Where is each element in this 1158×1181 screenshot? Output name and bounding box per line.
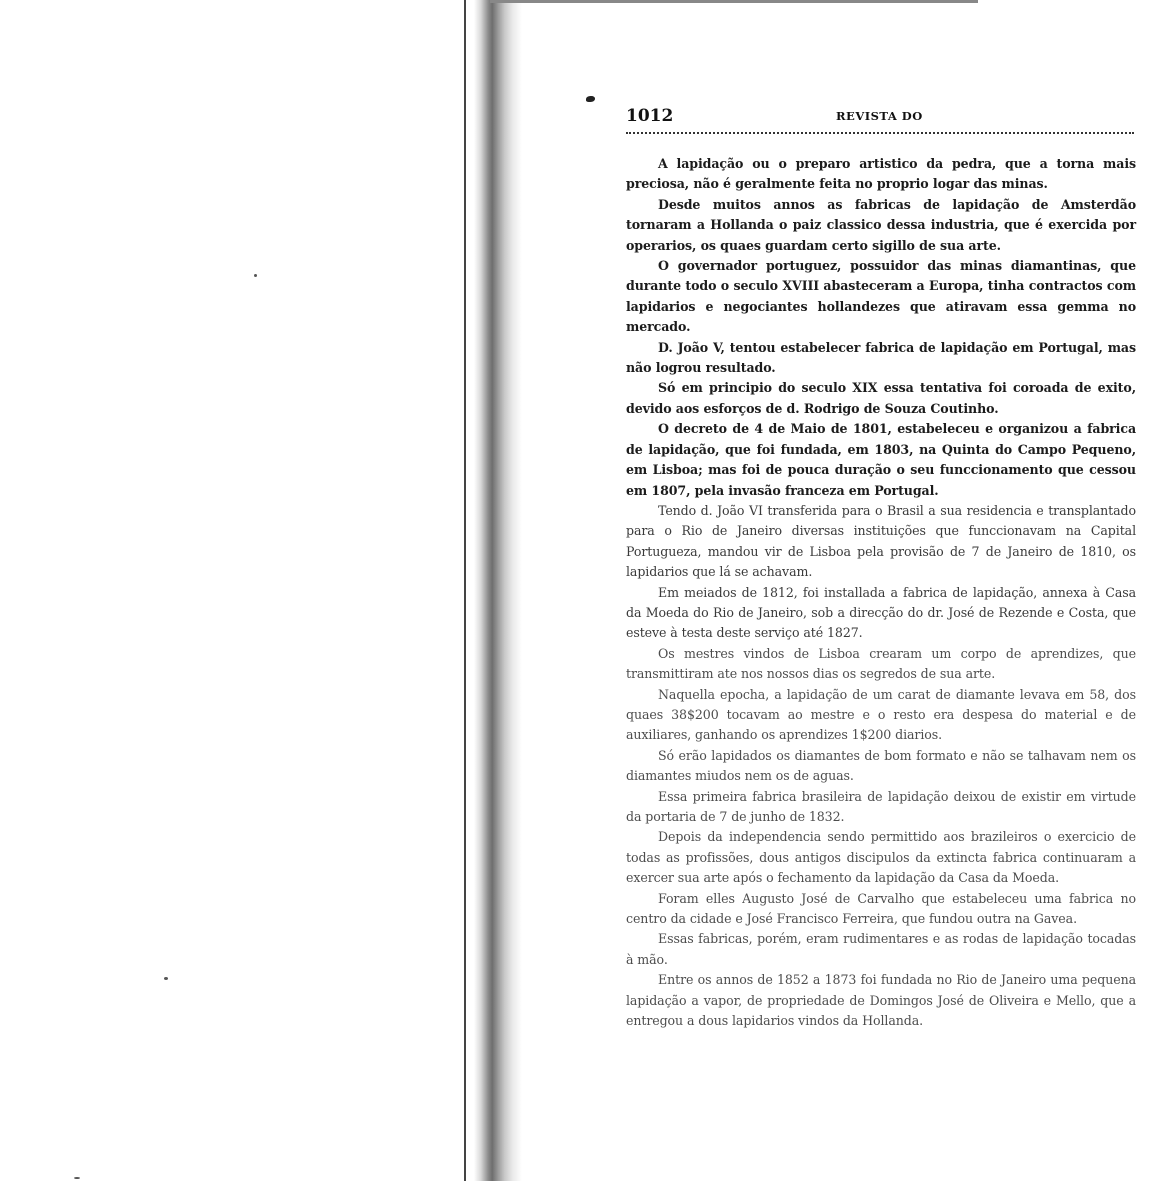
dust-speck <box>254 274 257 277</box>
paragraph: Essa primeira fabrica brasileira de lapidação deixou de existir em virtude da portaria de 7 de junho de 1832. <box>626 788 1136 824</box>
paragraph: Essas fabricas, porém, eram rudimentares e as rodas de lapidação tocadas à mão. <box>626 931 1136 967</box>
dust-speck <box>164 977 168 980</box>
page-number: 1012 <box>626 106 674 126</box>
page-header <box>626 104 1136 130</box>
paragraph: Os mestres vindos de Lisboa crearam um corpo de aprendizes, que transmittiram ate nos nossos dias os segredos de sua arte. <box>626 645 1136 682</box>
ink-blot <box>586 96 595 102</box>
paragraph: D. João V, tentou estabelecer fabrica de lapidação em Portugal, mas não logrou resultado. <box>626 339 1136 376</box>
book-gutter-shadow <box>474 0 522 1181</box>
paragraph: Foram elles Augusto José de Carvalho que estabeleceu uma fabrica no centro da cidade e José Francisco Ferreira, que fundou outra na Gavea. <box>626 890 1136 927</box>
header-rule <box>626 132 1134 134</box>
paragraph: Desde muitos annos as fabricas de lapidação de Amsterdão tornaram a Hollanda o paiz classico dessa industria, que é exercida por operarios, os quaes guardam certo sigillo de sua arte. <box>626 196 1136 253</box>
page-text <box>626 104 1136 1031</box>
paragraph: Só em principio do seculo XIX essa tentativa foi coroada de exito, devido aos esforços de d. Rodrigo de Souza Coutinho. <box>626 380 1136 416</box>
paragraph: O decreto de 4 de Maio de 1801, estabeleceu e organizou a fabrica de lapidação, que foi fundada, em 1803, na Quinta do Campo Pequeno, em Lisboa; mas foi de pouca duração o seu funccionamento que cessou em 1807, pela invasão franceza em Portugal. <box>626 421 1136 498</box>
paragraph: Entre os annos de 1852 a 1873 foi fundada no Rio de Janeiro uma pequena lapidação a vapor, de propriedade de Domingos José de Oliveira e Mello, que a entregou a dous lapidarios vindos da Hollanda. <box>626 972 1136 1029</box>
paragraph: O governador portuguez, possuidor das minas diamantinas, que durante todo o seculo XVIII abasteceram a Europa, tinha contractos com lapidarios e negociantes hollandezes que atiravam essa gemma no mercado. <box>626 258 1136 335</box>
gutter-line <box>464 0 466 1181</box>
paragraph: A lapidação ou o preparo artistico da pedra, que a torna mais preciosa, não é geralmente feita no proprio logar das minas. <box>626 156 1136 192</box>
paragraph: Depois da independencia sendo permittido aos brazileiros o exercicio de todas as profissões, dous antigos discipulos da extincta fabrica continuaram a exercer sua arte após o fechamento da lapidação da Casa da Moeda. <box>626 829 1136 886</box>
running-head: REVISTA DO <box>836 109 923 123</box>
top-edge <box>490 0 978 3</box>
paragraph: Tendo d. João VI transferida para o Brasil a sua residencia e transplantado para o Rio de Janeiro diversas instituições que funccionavam na Capital Portugueza, mandou vir de Lisboa pela provisão de 7 de Janeiro de 1810, os lapidarios que lá se achavam. <box>626 502 1136 580</box>
paragraph: Naquella epocha, a lapidação de um carat de diamante levava em 58, dos quaes 38$200 tocavam ao mestre e o resto era despesa do material e de auxiliares, ganhando os aprendizes 1$200 diarios. <box>626 686 1136 743</box>
dust-speck <box>74 1177 80 1179</box>
paragraph: Em meiados de 1812, foi installada a fabrica de lapidação, annexa à Casa da Moeda do Rio de Janeiro, sob a direcção do dr. José de Rezende e Costa, que esteve à testa deste serviço até 1827. <box>626 584 1136 641</box>
paragraph: Só erão lapidados os diamantes de bom formato e não se talhavam nem os diamantes miudos nem os de aguas. <box>626 747 1136 784</box>
blank-left-page <box>0 0 478 1181</box>
